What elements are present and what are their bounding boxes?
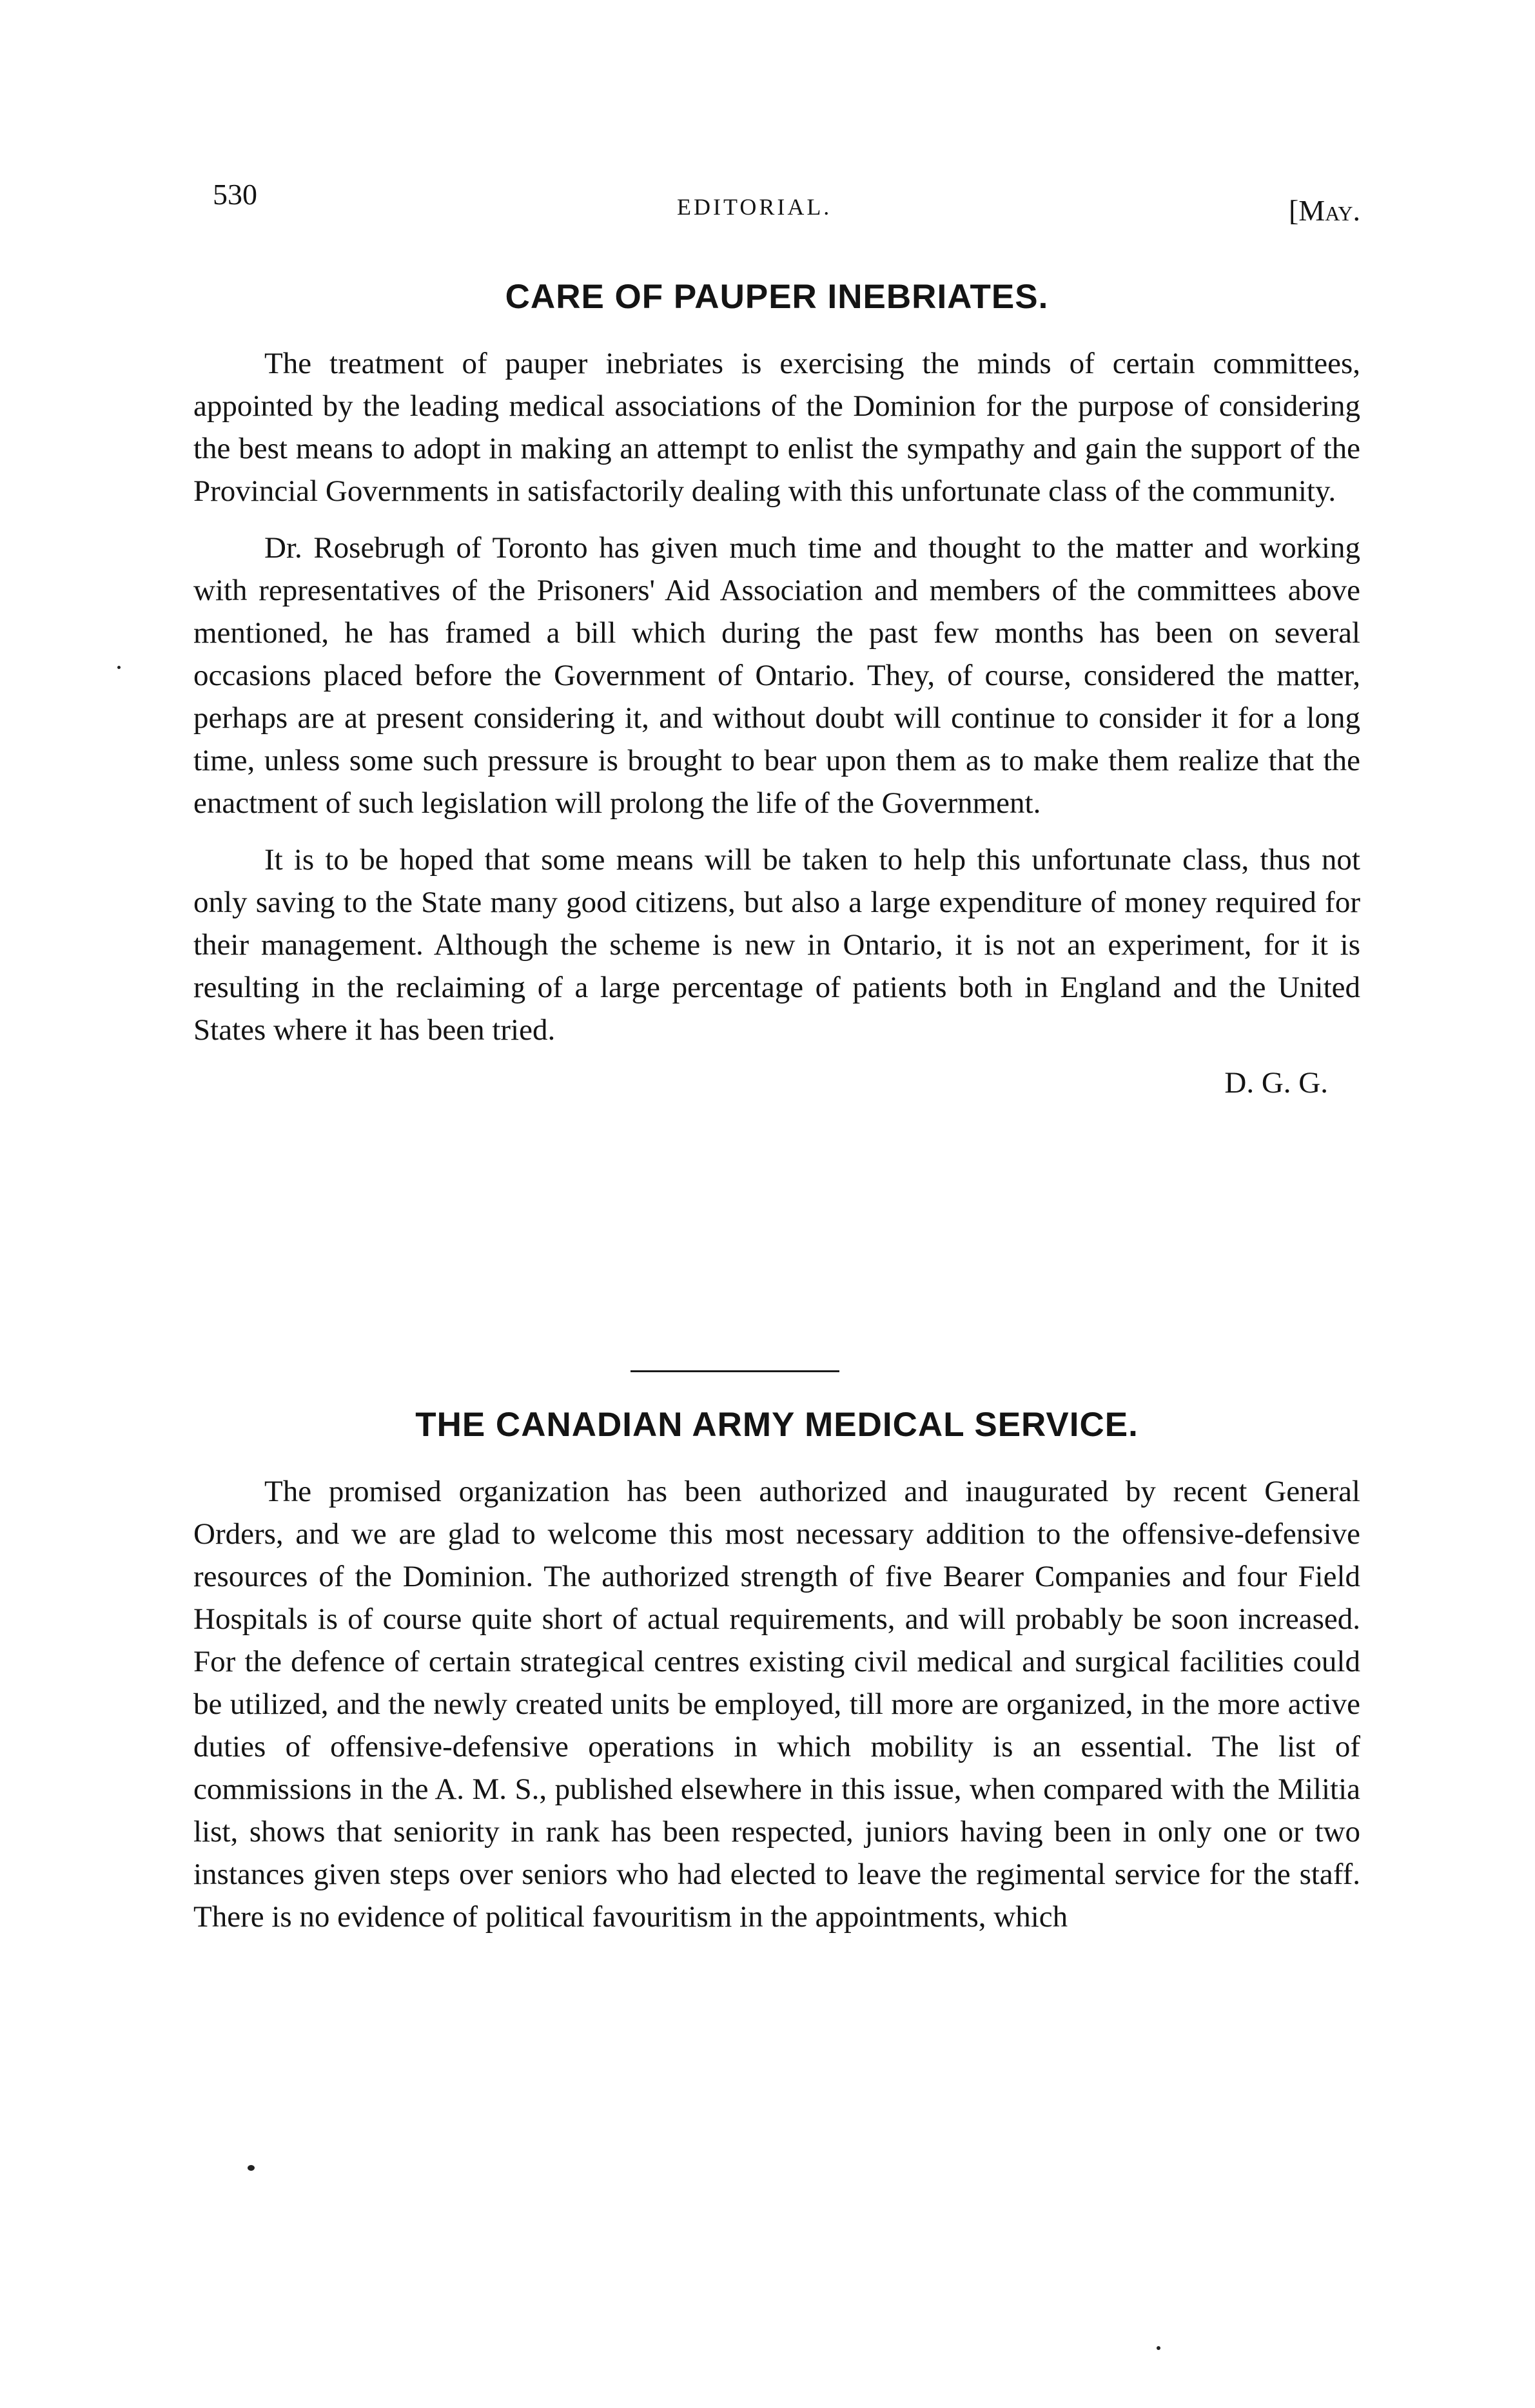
page-number: 530 (213, 178, 257, 211)
article-title: THE CANADIAN ARMY MEDICAL SERVICE. (415, 1406, 1139, 1444)
paragraph: Dr. Rosebrugh of Toronto has given much time and thought to the matter and working with representatives of the Prisoners' Aid Association and members of the committees above mentioned, he has framed a bill which during the past few months has been on several occasions placed before the Government of Ontario. They, of course, considered the matter, perhaps are at present considering it, and without doubt will continue to consider it for a long time, unless some such pressure is brought to bear upon them as to make them realize that the enactment of such legislation will prolong the life of the Government. (193, 531, 1360, 820)
paragraph: The promised organization has been authorized and inaugurated by recent General Orders, and we are glad to welcome this most necessary addition to the offensive-defensive resources of the Dominion. The authorized strength of five Bearer Companies and four Field Hospitals is of course quite short of actual requirements, and will probably be soon increased. For the defence of certain strategical centres existing civil medical and surgical facilities could be utilized, and the newly created units be employed, till more are organized, in the more active duties of offensive-defensive operations in which mobility is an essential. The list of commissions in the A. M. S., published elsewhere in this issue, when compared with the Militia list, shows that seniority in rank has been respected, juniors having been in only one or two instances given steps over seniors who had elected to leave the regimental service for the staff. There is no evidence of political favouritism in the appointments, which (193, 1475, 1360, 1934)
article-title: CARE OF PAUPER INEBRIATES. (505, 278, 1049, 316)
article-care-of-pauper-inebriates (193, 277, 1360, 1100)
author-signature: D. G. G. (1224, 1066, 1328, 1100)
ink-speck (248, 2165, 255, 2171)
paragraph: The treatment of pauper inebriates is exercising the minds of certain committees, appointed by the leading medical associations of the Dominion for the purpose of considering the best means to adopt in making an attempt to enlist the sympathy and gain the support of the Provincial Governments in satisfactorily dealing with this unfortunate class of the community. (193, 347, 1360, 508)
running-month: [May. (1288, 194, 1360, 227)
article-canadian-army-medical-service (193, 1405, 1360, 1952)
running-title: EDITORIAL. (677, 194, 832, 220)
ink-speck (1157, 2346, 1160, 2350)
paragraph: It is to be hoped that some means will be taken to help this unfortunate class, thus not only saving to the State many good citizens, but also a large expenditure of money required for their management. Although the scheme is new in Ontario, it is not an experiment, for it is resulting in the reclaiming of a large percentage of patients both in England and the United States where it has been tried. (193, 843, 1360, 1047)
section-divider (631, 1370, 839, 1372)
running-head (213, 168, 1360, 226)
ink-speck (117, 666, 121, 669)
